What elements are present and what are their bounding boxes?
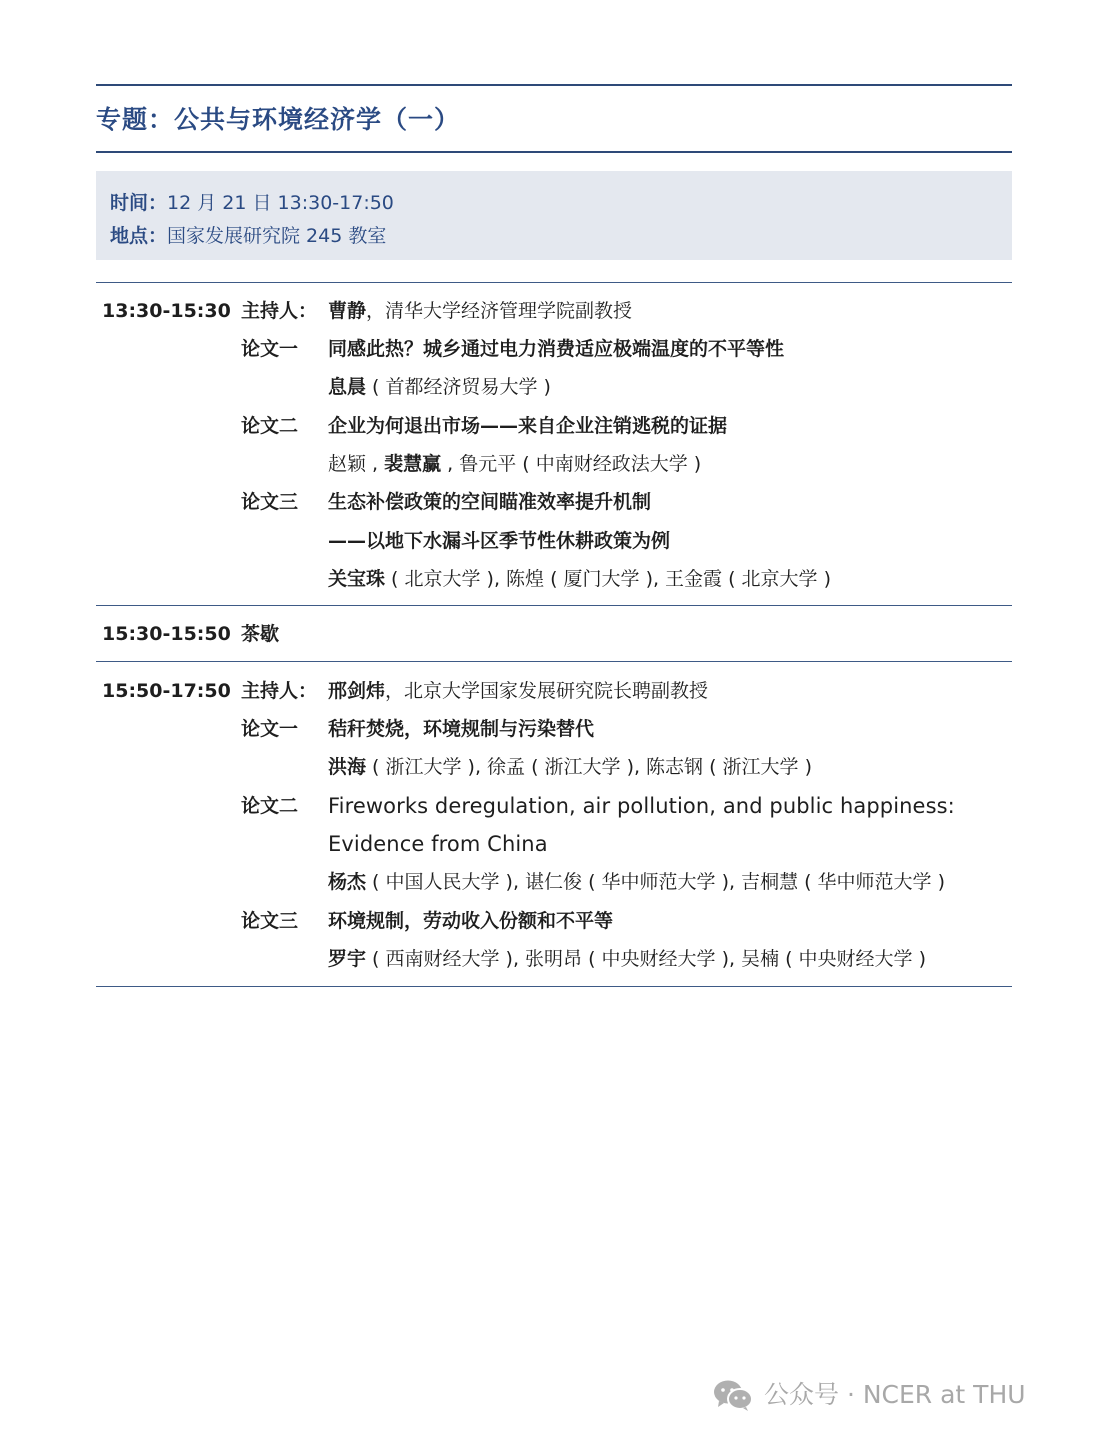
session2-top-rule [96,661,1012,662]
host-text [328,672,708,710]
author-text: ( 中国人民大学 ), 谌仁俊 ( 华中师范大学 ), 吉桐慧 ( 华中师范大学 ) [366,871,946,893]
paper-authors [328,445,701,483]
presenter-name: 洪海 [328,756,367,778]
author-text: ( 浙江大学 ), 徐孟 ( 浙江大学 ), 陈志钢 ( 浙江大学 ) [366,756,813,778]
paper-authors [328,940,926,978]
top-rule [96,84,1012,86]
paper-label: 论文三 [241,910,299,932]
paper-authors [328,748,812,786]
title-rule [96,151,1012,153]
paper-authors-row [96,863,1012,901]
time-value: 12 月 21 日 13:30-17:50 [167,192,394,214]
place-value: 国家发展研究院 245 教室 [167,225,387,247]
paper-authors-row [96,445,1012,483]
session1-top-rule [96,282,1012,283]
place-label: 地点： [110,225,168,247]
info-box [96,171,1012,260]
bottom-rule [96,986,1012,987]
paper-subtitle: Evidence from China [328,832,548,856]
wechat-icon [712,1378,754,1412]
paper-title-row [96,787,1012,825]
break-row [96,615,1012,653]
paper-label: 论文二 [241,415,299,437]
paper-label: 论文一 [241,718,299,740]
paper-title: 企业为何退出市场——来自企业注销逃税的证据 [328,415,728,437]
host-name: 曹静 [328,300,367,322]
paper-label: 论文一 [241,338,299,360]
presenter-name: 关宝珠 [328,568,386,590]
paper-authors [328,560,831,598]
presenter-name: 罗宇 [328,948,367,970]
presenter-name: 息晨 [328,376,367,398]
paper-label: 论文二 [241,795,299,817]
host-label: 主持人： [241,300,318,322]
paper-authors-row [96,748,1012,786]
place-info [110,221,386,248]
break-top-rule [96,605,1012,606]
paper-title: 环境规制，劳动收入份额和不平等 [328,910,614,932]
host-text [328,292,632,330]
paper-authors-row [96,940,1012,978]
paper-title: Fireworks deregulation, air pollution, and public happiness: [328,794,955,818]
paper-authors [328,368,551,406]
paper-authors-row [96,368,1012,406]
author-text: ( 北京大学 ), 陈煌 ( 厦门大学 ), 王金霞 ( 北京大学 ) [385,568,832,590]
paper-authors-row [96,560,1012,598]
paper-subtitle-row [96,825,1012,863]
time-label: 时间： [110,192,168,214]
author-text: ( 首都经济贸易大学 ) [366,376,551,398]
session2-host-row [96,672,1012,710]
author-text: , 鲁元平 ( 中南财经政法大学 ) [441,453,702,475]
paper-title-row [96,902,1012,940]
presenter-name: 杨杰 [328,871,367,893]
paper-title-row [96,330,1012,368]
paper-title: 同感此热？城乡通过电力消费适应极端温度的不平等性 [328,338,785,360]
paper-authors [328,863,945,901]
paper-subtitle: ——以地下水漏斗区季节性休耕政策为例 [328,530,671,552]
host-affil: ，清华大学经济管理学院副教授 [366,300,633,322]
paper-title-row [96,407,1012,445]
session1-time: 13:30-15:30 [102,300,231,322]
break-time: 15:30-15:50 [102,623,231,645]
session1-host-row [96,292,1012,330]
paper-title-row [96,710,1012,748]
paper-title: 秸秆焚烧，环境规制与污染替代 [328,718,595,740]
paper-label: 论文三 [241,491,299,513]
author-text: 赵颖 , [328,453,385,475]
host-name: 邢剑炜 [328,680,386,702]
author-text: ( 西南财经大学 ), 张明昂 ( 中央财经大学 ), 吴楠 ( 中央财经大学 ) [366,948,927,970]
time-info [110,188,394,215]
paper-title-row [96,483,1012,521]
break-label: 茶歇 [241,623,280,645]
presenter-name: 裴慧赢 [384,453,442,475]
host-label: 主持人： [241,680,318,702]
paper-subtitle-row [96,522,1012,560]
session2-time: 15:50-17:50 [102,680,231,702]
host-affil: ，北京大学国家发展研究院长聘副教授 [385,680,709,702]
watermark-text: 公众号 · NCER at THU [764,1380,1026,1409]
page-title: 专题：公共与环境经济学（一） [96,105,461,134]
paper-title: 生态补偿政策的空间瞄准效率提升机制 [328,491,652,513]
